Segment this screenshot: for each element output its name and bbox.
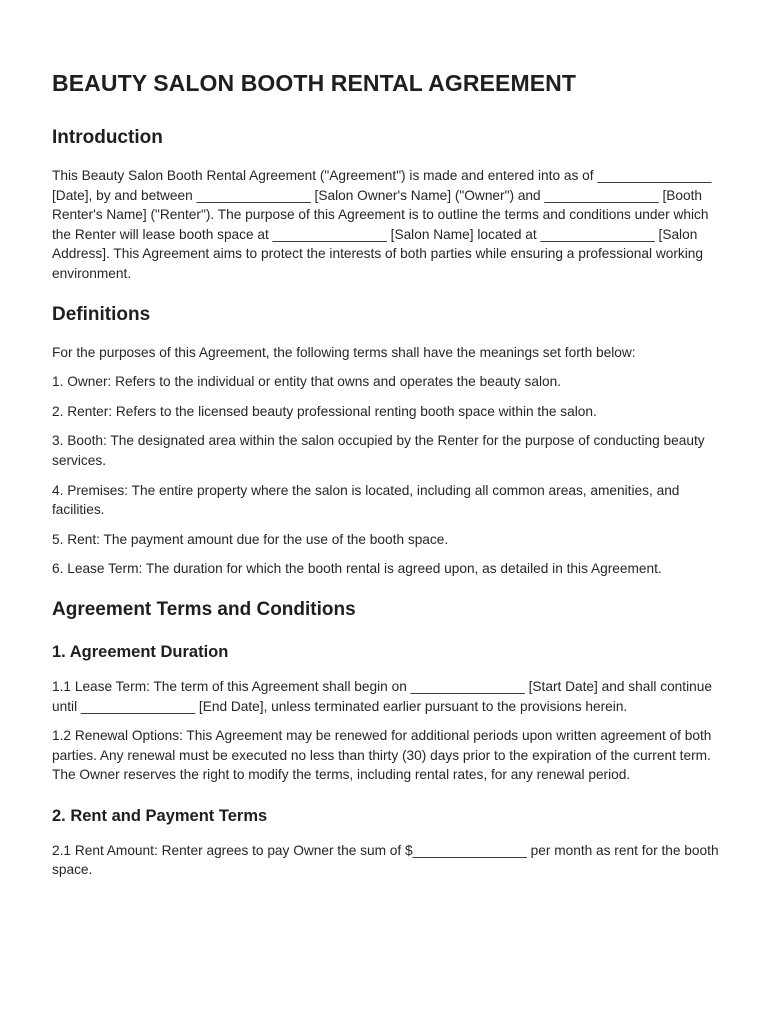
lease-term-paragraph: 1.1 Lease Term: The term of this Agreement shall begin on _______________ [Start Date] and shall continue until _______________ [End Date], unless terminated earlier pursuant to the provisions herein. xyxy=(52,678,712,714)
introduction-section xyxy=(52,127,720,284)
definitions-heading: Definitions xyxy=(52,303,151,325)
rent-amount-paragraph: 2.1 Rent Amount: Renter agrees to pay Owner the sum of $_______________ per month as rent for the booth space. xyxy=(52,842,719,878)
duration-subsection xyxy=(52,643,720,785)
introduction-paragraph: This Beauty Salon Booth Rental Agreement ("Agreement") is made and entered into as of _______________ [Date], by and between _______________ [Salon Owner's Name] ("Owner") and _______________ [Booth Renter's Name] ("Renter"). The purpose of this Agreement is to outline the terms and conditions under which the Renter will lease booth space at _______________ [Salon Name] located at _______________ [Salon Address]. This Agreement aims to protect the interests of both parties while ensuring a professional working environment. xyxy=(52,168,712,281)
renewal-options-paragraph: 1.2 Renewal Options: This Agreement may be renewed for additional periods upon written agreement of both parties. Any renewal must be executed no less than thirty (30) days prior to the expiration of the current term. The Owner reserves the right to modify the terms, including rental rates, for any renewal period. xyxy=(52,728,712,783)
definitions-section xyxy=(52,304,720,579)
definitions-intro: For the purposes of this Agreement, the following terms shall have the meanings set forth below: xyxy=(52,344,636,360)
terms-section xyxy=(52,599,720,880)
rent-heading: 2. Rent and Payment Terms xyxy=(52,806,268,825)
document-title: BEAUTY SALON BOOTH RENTAL AGREEMENT xyxy=(52,70,576,96)
definition-item-premises: 4. Premises: The entire property where the salon is located, including all common areas, amenities, and facilities. xyxy=(52,482,680,518)
definition-item-rent: 5. Rent: The payment amount due for the use of the booth space. xyxy=(52,531,449,547)
definition-item-booth: 3. Booth: The designated area within the salon occupied by the Renter for the purpose of conducting beauty services. xyxy=(52,433,705,468)
definition-item-lease-term: 6. Lease Term: The duration for which the booth rental is agreed upon, as detailed in this Agreement. xyxy=(52,561,662,577)
terms-heading: Agreement Terms and Conditions xyxy=(52,598,356,620)
rent-subsection xyxy=(52,807,720,880)
introduction-heading: Introduction xyxy=(52,127,163,148)
definition-item-renter: 2. Renter: Refers to the licensed beauty professional renting booth space within the salon. xyxy=(52,403,597,419)
definition-item-owner: 1. Owner: Refers to the individual or entity that owns and operates the beauty salon. xyxy=(52,374,562,390)
duration-heading: 1. Agreement Duration xyxy=(52,642,229,661)
